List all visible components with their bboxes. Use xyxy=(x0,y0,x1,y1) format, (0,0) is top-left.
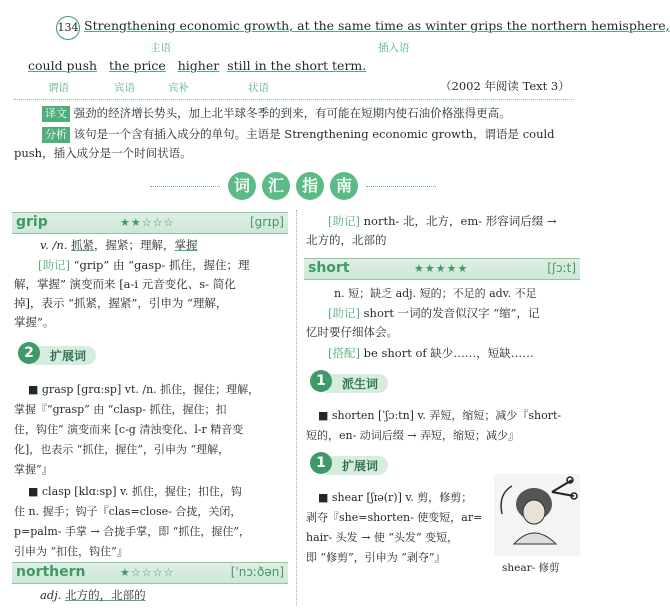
section-number: 2 xyxy=(18,342,40,364)
section-label: 扩展词 xyxy=(326,456,388,475)
stars-rating: ★☆☆☆☆ xyxy=(120,566,175,579)
section-header-extended-2 xyxy=(308,454,428,476)
section-title-right-rule xyxy=(366,186,436,187)
section-number: 1 xyxy=(310,370,332,392)
label-complement: 宾补 xyxy=(168,82,189,94)
entry-ipa: [ʃɔːt] xyxy=(547,261,576,275)
section-title-left-rule xyxy=(150,186,220,187)
entry-header-short xyxy=(304,258,580,280)
analysis-line2: push，插入成分是一个时间状语。 xyxy=(14,146,192,160)
section-header-extended xyxy=(16,344,136,366)
section-number: 1 xyxy=(310,452,332,474)
example-sentence-line1: Strengthening economic growth, at the same time as winter grips the northern hemisphere, xyxy=(84,18,670,33)
section-title-char-4: 南 xyxy=(330,172,358,200)
label-object: 宾语 xyxy=(114,82,135,94)
translation-line: 译文 强劲的经济增长势头，加上北半球冬季的到来，有可能在短期内使石油价格涨得更高。 xyxy=(42,104,578,123)
northern-mnemonic: [助记] north- 北，北方，em- 形容词后缀 → 北方的，北部的 xyxy=(306,214,557,247)
short-definition: n. 短；缺乏 adj. 短的；不足的 adv. 不足 xyxy=(334,287,537,300)
label-subject: 主语 xyxy=(150,42,171,54)
section-label: 扩展词 xyxy=(34,346,96,365)
divider-dotted xyxy=(14,99,574,100)
entry-word: grip xyxy=(16,214,48,230)
grasp-entry: ■ grasp [grɑːsp] vt. /n. 抓住，握住；理解， 掌握『“grasp” 由 “clasp- 抓住，握住；扣 住，钩住” 演变而来 [c-g 清浊变化、l-r 精音变 化]，也表示 “抓住，握住”，引申为 “理解， 掌握”』 xyxy=(14,383,260,476)
entry-word: short xyxy=(308,260,350,276)
entry-word: northern xyxy=(16,564,86,580)
shear-entry: ■ shear [ʃɪə(r)] v. 剪，修剪； 剥夺『she=shorten- 使变短，ar= hair- 头发 → 使 “头发” 变短， 即 “修剪”，引申为 “剥夺”』 xyxy=(306,491,483,564)
example-number: 134 xyxy=(56,16,80,40)
entry-ipa: [ˈnɔːðən] xyxy=(230,565,284,579)
section-title-char-1: 词 xyxy=(228,172,256,200)
clasp-entry: ■ clasp [klɑːsp] v. 抓住，握住；扣住，钩 住 n. 握手；钩子『clas=close- 合拢，关闭， p=palm- 手掌 → 合拢手掌，即 “抓住，握住”， 引申为 “扣住，钩住”』 xyxy=(14,485,250,558)
northern-definition: adj. 北方的，北部的 xyxy=(40,588,146,602)
translation-tag: 译文 xyxy=(42,106,70,122)
shorten-entry: ■ shorten [ˈʃɔːtn] v. 弄短，缩短；减少『short- 短的，en- 动词后缀 → 弄短，缩短；减少』 xyxy=(306,409,562,442)
short-collocation: [搭配] be short of 缺少……，短缺…… xyxy=(328,346,534,360)
entry-header-grip xyxy=(12,212,288,234)
section-title-char-3: 指 xyxy=(296,172,324,200)
section-label: 派生词 xyxy=(326,374,388,393)
section-header-derived xyxy=(308,372,428,394)
illustration-caption: shear- 修剪 xyxy=(502,562,560,574)
shear-illustration xyxy=(494,474,580,556)
section-title xyxy=(0,172,588,202)
grip-definition: v. /n. 抓紧，握紧；理解，掌握 xyxy=(40,238,198,252)
label-predicate: 谓语 xyxy=(48,82,69,94)
column-divider xyxy=(296,210,297,606)
label-insert: 插入语 xyxy=(378,42,410,54)
entry-ipa: [grɪp] xyxy=(250,215,284,229)
scissors-cutting-hair-image xyxy=(494,474,580,556)
section-title-char-2: 汇 xyxy=(262,172,290,200)
example-sentence-line2: could push the price higher still in the short term. xyxy=(28,58,367,73)
example-block xyxy=(10,0,670,110)
analysis-line1: 分析 该句是一个含有插入成分的单句。主语是 Strengthening economic growth，谓语是 could xyxy=(42,125,582,144)
short-mnemonic: [助记] short 一词的发音似汉字 “缩”，记 忆时要仔细体会。 xyxy=(306,306,540,339)
label-adverbial: 状语 xyxy=(248,82,269,94)
entry-header-northern xyxy=(12,562,288,584)
stars-rating: ★★★★★ xyxy=(414,262,469,275)
grip-mnemonic: [助记] “grip” 由 “gasp- 抓住，握住；理 解，掌握” 演变而来 [a-i 元音变化、s- 简化 掉]，表示 “抓紧，握紧”，引申为 “理解， 掌握”。 xyxy=(14,258,250,329)
analysis-tag: 分析 xyxy=(42,127,70,143)
stars-rating: ★★☆☆☆ xyxy=(120,216,175,229)
example-source: （2002 年阅读 Text 3） xyxy=(440,79,570,93)
